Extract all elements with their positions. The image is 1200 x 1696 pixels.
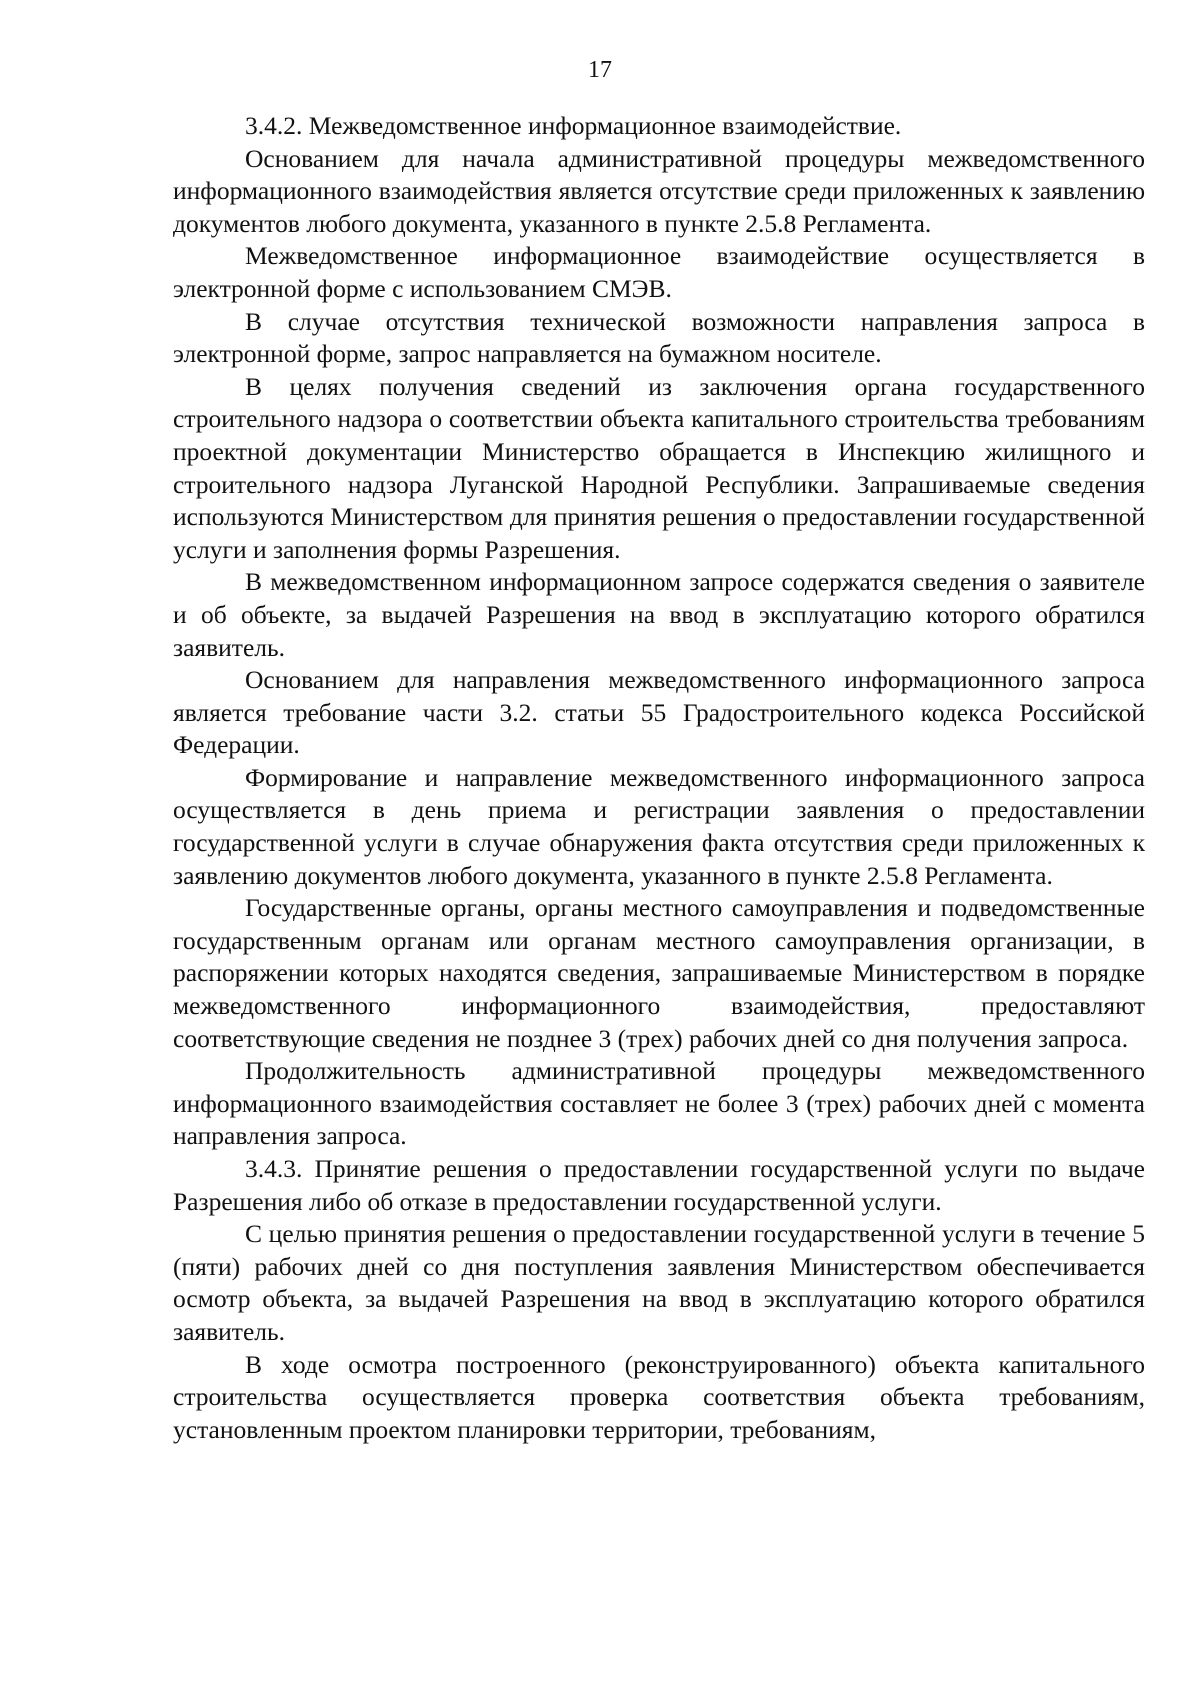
- paragraph: Межведомственное информационное взаимодействие осуществляется в электронной форме с использованием СМЭВ.: [173, 241, 1145, 303]
- section-heading-3-4-3: 3.4.3. Принятие решения о предоставлении государственной услуги по выдаче Разрешения либо об отказе в предоставлении государственной услуги.: [173, 1154, 1145, 1216]
- paragraph: Продолжительность административной процедуры межведомственного информационного взаимодействия составляет не более 3 (трех) рабочих дней с момента направления запроса.: [173, 1056, 1145, 1151]
- paragraph: В ходе осмотра построенного (реконструированного) объекта капитального строительства осуществляется проверка соответствия объекта требованиям, установленным проектом планировки территории, требованиям,: [173, 1349, 1145, 1444]
- paragraph: В межведомственном информационном запросе содержатся сведения о заявителе и об объекте, за выдачей Разрешения на ввод в эксплуатацию которого обратился заявитель.: [173, 567, 1145, 662]
- paragraph: Основанием для направления межведомственного информационного запроса является требование части 3.2. статьи 55 Градостроительного кодекса Российской Федерации.: [173, 665, 1145, 760]
- paragraph: С целью принятия решения о предоставлении государственной услуги в течение 5 (пяти) рабочих дней со дня поступления заявления Министерством обеспечивается осмотр объекта, за выдачей Разрешения на ввод в эксплуатацию которого обратился заявитель.: [173, 1219, 1145, 1346]
- paragraph: Основанием для начала административной процедуры межведомственного информационного взаимодействия является отсутствие среди приложенных к заявлению документов любого документа, указанного в пункте 2.5.8 Регламента.: [173, 143, 1145, 238]
- section-heading-3-4-2: 3.4.2. Межведомственное информационное взаимодействие.: [245, 111, 902, 140]
- page-number: 17: [588, 57, 612, 83]
- paragraph: Формирование и направление межведомственного информационного запроса осуществляется в день приема и регистрации заявления о предоставлении государственной услуги в случае обнаружения факта отсутствия среди приложенных к заявлению документов любого документа, указанного в пункте 2.5.8 Регламента.: [173, 762, 1145, 890]
- paragraph: Государственные органы, органы местного самоуправления и подведомственные государственным органам или органам местного самоуправления организации, в распоряжении которых находятся сведения, запрашиваемые Министерством в порядке межведомственного информационного взаимодействия, предоставляют соответствующие сведения не позднее 3 (трех) рабочих дней со дня получения запроса.: [173, 893, 1145, 1053]
- document-body: [173, 110, 1145, 1446]
- paragraph: В случае отсутствия технической возможности направления запроса в электронной форме, запрос направляется на бумажном носителе.: [173, 306, 1145, 369]
- paragraph: В целях получения сведений из заключения органа государственного строительного надзора о соответствии объекта капитального строительства требованиям проектной документации Министерство обращается в Инспекцию жилищного и строительного надзора Луганской Народной Республики. Запрашиваемые сведения используются Министерством для принятия решения о предоставлении государственной услуги и заполнения формы Разрешения.: [173, 371, 1145, 564]
